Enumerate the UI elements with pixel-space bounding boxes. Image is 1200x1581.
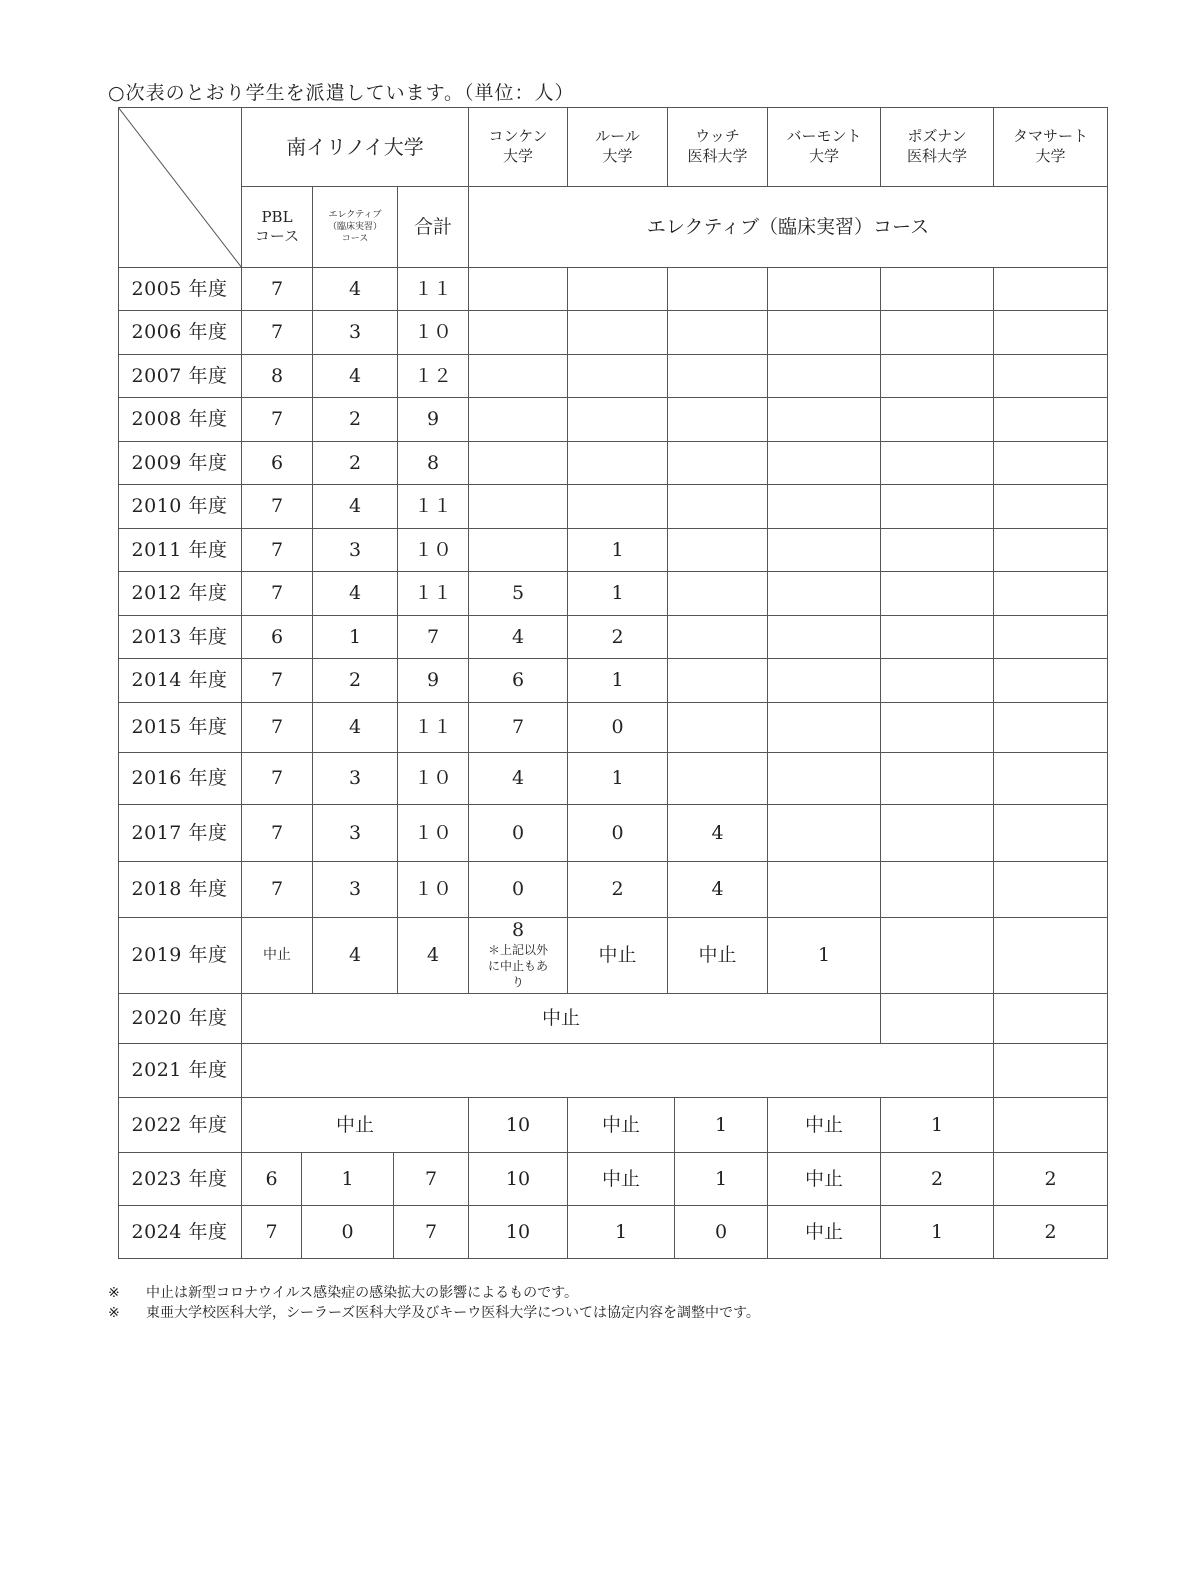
- lodz-cell: 1: [675, 1153, 768, 1206]
- rouen-cell: 1: [568, 1206, 675, 1259]
- year-cell: 2014 年度: [118, 659, 242, 703]
- footnote: ※ 東亜大学校医科大学，シーラーズ医科大学及びキーウ医科大学については協定内容を調整中です。: [108, 1305, 760, 1321]
- thammasat-cell: [994, 1044, 1108, 1098]
- khon-kaen-cell: [469, 355, 568, 398]
- total-cell: １１: [398, 268, 469, 311]
- total-cell: １１: [398, 703, 469, 753]
- lodz-cell: [668, 753, 768, 805]
- rouen-cell: 中止: [568, 1098, 675, 1153]
- elective-cell: 3: [313, 311, 398, 355]
- elective-cell: 4: [313, 572, 398, 616]
- lodz-cell: 中止: [668, 917, 768, 994]
- pbl-cell: 7: [242, 862, 313, 918]
- total-cell: １１: [398, 572, 469, 616]
- year-cell: 2024 年度: [118, 1206, 242, 1259]
- total-cell: １０: [398, 862, 469, 918]
- thammasat-cell: [994, 572, 1108, 616]
- corner-cell: [118, 107, 242, 268]
- khon-kaen-note: ＊上記以外 に中止もあ り: [487, 942, 548, 990]
- year-cell: 2019 年度: [118, 917, 242, 994]
- poznan-cell: [881, 355, 994, 398]
- header-khon-kaen: コンケン 大学: [469, 107, 568, 187]
- khon-kaen-cell: 5: [469, 572, 568, 616]
- header-thammasat: タマサート 大学: [994, 107, 1108, 187]
- pbl-cell: 7: [242, 398, 313, 442]
- year-cell: 2010 年度: [118, 485, 242, 529]
- thammasat-cell: [994, 616, 1108, 659]
- vermont-cell: [768, 485, 881, 529]
- lodz-cell: 4: [668, 805, 768, 862]
- thammasat-cell: [994, 442, 1108, 485]
- pbl-cell: 6: [242, 1153, 302, 1206]
- khon-kaen-count: 8: [511, 918, 525, 941]
- poznan-cell: 1: [881, 1098, 994, 1153]
- lodz-cell: [668, 659, 768, 703]
- rouen-cell: 中止: [568, 1153, 675, 1206]
- khon-kaen-cell: 0: [469, 805, 568, 862]
- lodz-cell: [668, 485, 768, 529]
- total-cell: 7: [394, 1153, 469, 1206]
- rouen-cell: [568, 398, 668, 442]
- rouen-cell: 2: [568, 862, 668, 918]
- elective-cell: 4: [313, 703, 398, 753]
- pbl-cell: 7: [242, 268, 313, 311]
- poznan-cell: [881, 398, 994, 442]
- thammasat-cell: [994, 485, 1108, 529]
- thammasat-cell: [994, 862, 1108, 918]
- elective-cell: 1: [313, 616, 398, 659]
- thammasat-cell: 2: [994, 1153, 1108, 1206]
- rouen-cell: [568, 268, 668, 311]
- merged-cancelled-cell: 中止: [242, 994, 881, 1044]
- pbl-cell: 7: [242, 311, 313, 355]
- year-cell: 2022 年度: [118, 1098, 242, 1153]
- poznan-cell: [881, 994, 994, 1044]
- header-poznan: ポズナン 医科大学: [881, 107, 994, 187]
- thammasat-cell: [994, 659, 1108, 703]
- elective-cell: 2: [313, 659, 398, 703]
- poznan-cell: [881, 703, 994, 753]
- khon-kaen-cell: [469, 398, 568, 442]
- vermont-cell: [768, 442, 881, 485]
- siu-merged-cell: 中止: [242, 1098, 469, 1153]
- thammasat-cell: [994, 994, 1108, 1044]
- khon-kaen-cell: 10: [469, 1206, 568, 1259]
- header-total: 合計: [398, 187, 469, 268]
- header-elective-course: エレクティブ（臨床実習）コース: [469, 187, 1108, 268]
- vermont-cell: [768, 398, 881, 442]
- total-cell: 7: [394, 1206, 469, 1259]
- poznan-cell: [881, 659, 994, 703]
- lodz-cell: 1: [675, 1098, 768, 1153]
- elective-cell: 4: [313, 485, 398, 529]
- vermont-cell: [768, 753, 881, 805]
- khon-kaen-cell: [469, 311, 568, 355]
- header-siu: 南イリノイ大学: [242, 107, 469, 187]
- pbl-cell: 7: [242, 529, 313, 572]
- pbl-cell: 7: [242, 805, 313, 862]
- thammasat-cell: [994, 355, 1108, 398]
- rouen-cell: 1: [568, 529, 668, 572]
- poznan-cell: [881, 572, 994, 616]
- pbl-cell: 6: [242, 442, 313, 485]
- rouen-cell: [568, 311, 668, 355]
- year-cell: 2020 年度: [118, 994, 242, 1044]
- pbl-cell: 7: [242, 1206, 302, 1259]
- total-cell: 9: [398, 398, 469, 442]
- vermont-cell: [768, 805, 881, 862]
- vermont-cell: [768, 659, 881, 703]
- elective-cell: 2: [313, 398, 398, 442]
- poznan-cell: [881, 805, 994, 862]
- rouen-cell: 0: [568, 805, 668, 862]
- total-cell: １０: [398, 529, 469, 572]
- year-cell: 2011 年度: [118, 529, 242, 572]
- pbl-cell: 7: [242, 485, 313, 529]
- khon-kaen-cell: [469, 268, 568, 311]
- lodz-cell: [668, 616, 768, 659]
- total-cell: 4: [398, 917, 469, 994]
- elective-cell: 0: [302, 1206, 394, 1259]
- khon-kaen-cell: 7: [469, 703, 568, 753]
- elective-cell: 3: [313, 805, 398, 862]
- year-cell: 2021 年度: [118, 1044, 242, 1098]
- vermont-cell: [768, 703, 881, 753]
- year-cell: 2013 年度: [118, 616, 242, 659]
- year-cell: 2005 年度: [118, 268, 242, 311]
- pbl-cell: 7: [242, 753, 313, 805]
- total-cell: １１: [398, 485, 469, 529]
- vermont-cell: 中止: [768, 1206, 881, 1259]
- rouen-cell: 1: [568, 659, 668, 703]
- total-cell: １０: [398, 805, 469, 862]
- year-cell: 2018 年度: [118, 862, 242, 918]
- thammasat-cell: [994, 753, 1108, 805]
- total-cell: １０: [398, 311, 469, 355]
- lodz-cell: [668, 398, 768, 442]
- thammasat-cell: [994, 268, 1108, 311]
- lodz-cell: [668, 529, 768, 572]
- year-cell: 2009 年度: [118, 442, 242, 485]
- elective-cell: 2: [313, 442, 398, 485]
- year-cell: 2015 年度: [118, 703, 242, 753]
- khon-kaen-cell: 10: [469, 1098, 568, 1153]
- rouen-cell: 0: [568, 703, 668, 753]
- pbl-cell: 6: [242, 616, 313, 659]
- thammasat-cell: [994, 703, 1108, 753]
- vermont-cell: 中止: [768, 1153, 881, 1206]
- thammasat-cell: [994, 398, 1108, 442]
- rouen-cell: [568, 355, 668, 398]
- lodz-cell: 0: [675, 1206, 768, 1259]
- pbl-cell: 7: [242, 659, 313, 703]
- lodz-cell: [668, 572, 768, 616]
- header-elective-course-small: エレクティブ （臨床実習） コース: [313, 187, 398, 268]
- thammasat-cell: [994, 529, 1108, 572]
- header-vermont: バーモント 大学: [768, 107, 881, 187]
- khon-kaen-cell: 0: [469, 862, 568, 918]
- header-lodz: ウッチ 医科大学: [668, 107, 768, 187]
- lodz-cell: [668, 355, 768, 398]
- elective-cell: 4: [313, 268, 398, 311]
- lodz-cell: [668, 703, 768, 753]
- pbl-cell: 7: [242, 572, 313, 616]
- poznan-cell: [881, 442, 994, 485]
- thammasat-cell: 2: [994, 1206, 1108, 1259]
- year-cell: 2006 年度: [118, 311, 242, 355]
- total-cell: １２: [398, 355, 469, 398]
- rouen-cell: 2: [568, 616, 668, 659]
- lodz-cell: [668, 268, 768, 311]
- table-caption: ○次表のとおり学生を派遣しています。（単位：人）: [108, 82, 575, 104]
- total-cell: 8: [398, 442, 469, 485]
- year-cell: 2016 年度: [118, 753, 242, 805]
- thammasat-cell: [994, 805, 1108, 862]
- header-rouen: ルール 大学: [568, 107, 668, 187]
- khon-kaen-cell: 4: [469, 616, 568, 659]
- lodz-cell: 4: [668, 862, 768, 918]
- thammasat-cell: [994, 1098, 1108, 1153]
- poznan-cell: [881, 311, 994, 355]
- rouen-cell: 1: [568, 753, 668, 805]
- total-cell: １０: [398, 753, 469, 805]
- total-cell: 9: [398, 659, 469, 703]
- header-pbl-course: PBL コース: [242, 187, 313, 268]
- rouen-cell: [568, 442, 668, 485]
- khon-kaen-cell: [469, 442, 568, 485]
- vermont-cell: [768, 355, 881, 398]
- elective-cell: 3: [313, 529, 398, 572]
- merged-blank-cell: [242, 1044, 994, 1098]
- poznan-cell: 1: [881, 1206, 994, 1259]
- rouen-cell: [568, 485, 668, 529]
- total-cell: 7: [398, 616, 469, 659]
- poznan-cell: [881, 485, 994, 529]
- poznan-cell: [881, 917, 994, 994]
- rouen-cell: 中止: [568, 917, 668, 994]
- khon-kaen-cell: [469, 485, 568, 529]
- poznan-cell: 2: [881, 1153, 994, 1206]
- pbl-cell: 7: [242, 703, 313, 753]
- poznan-cell: [881, 753, 994, 805]
- rouen-cell: 1: [568, 572, 668, 616]
- year-cell: 2008 年度: [118, 398, 242, 442]
- khon-kaen-cell: [469, 529, 568, 572]
- vermont-cell: 中止: [768, 1098, 881, 1153]
- vermont-cell: [768, 311, 881, 355]
- lodz-cell: [668, 311, 768, 355]
- year-cell: 2023 年度: [118, 1153, 242, 1206]
- vermont-cell: [768, 529, 881, 572]
- elective-cell: 3: [313, 753, 398, 805]
- year-cell: 2007 年度: [118, 355, 242, 398]
- vermont-cell: [768, 268, 881, 311]
- vermont-cell: [768, 862, 881, 918]
- poznan-cell: [881, 862, 994, 918]
- poznan-cell: [881, 529, 994, 572]
- year-cell: 2012 年度: [118, 572, 242, 616]
- thammasat-cell: [994, 917, 1108, 994]
- dispatch-table: [118, 107, 1108, 1259]
- pbl-cell: 8: [242, 355, 313, 398]
- lodz-cell: [668, 442, 768, 485]
- elective-cell: 4: [313, 917, 398, 994]
- vermont-cell: [768, 572, 881, 616]
- khon-kaen-cell: 4: [469, 753, 568, 805]
- khon-kaen-cell: [469, 917, 568, 994]
- footnote: ※ 中止は新型コロナウイルス感染症の感染拡大の影響によるものです。: [108, 1285, 579, 1301]
- thammasat-cell: [994, 311, 1108, 355]
- elective-cell: 3: [313, 862, 398, 918]
- poznan-cell: [881, 268, 994, 311]
- khon-kaen-cell: 6: [469, 659, 568, 703]
- pbl-cell: 中止: [242, 917, 313, 994]
- elective-cell: 1: [302, 1153, 394, 1206]
- vermont-cell: [768, 616, 881, 659]
- elective-cell: 4: [313, 355, 398, 398]
- year-cell: 2017 年度: [118, 805, 242, 862]
- khon-kaen-cell: 10: [469, 1153, 568, 1206]
- poznan-cell: [881, 616, 994, 659]
- vermont-cell: 1: [768, 917, 881, 994]
